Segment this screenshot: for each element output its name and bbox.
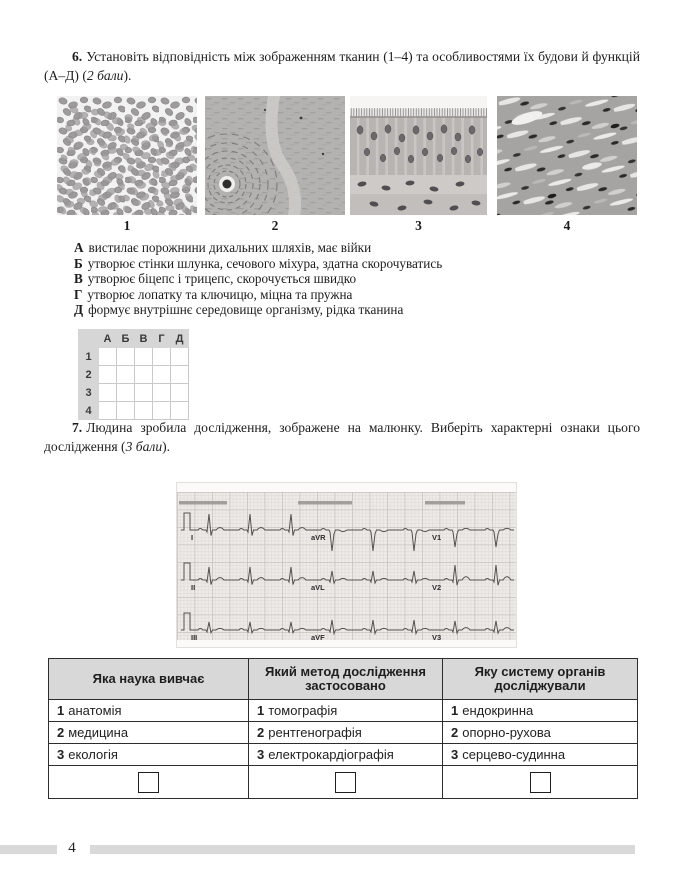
- ecg-lead-V3: V3: [432, 633, 442, 642]
- question-6-body: Установіть відповідність між зображенням тканин (1–4) та особливостями їх будови й функцій (А–Д): [44, 49, 640, 83]
- table-header-method: Який метод дослідження застосовано: [249, 659, 443, 700]
- system-answer-cell: [443, 766, 638, 799]
- ecg-lead-V1: V1: [432, 533, 442, 542]
- answer-grid-cell-4v[interactable]: [135, 402, 153, 420]
- answer-grid-cell-4d[interactable]: [171, 402, 189, 420]
- option-d: [74, 302, 640, 318]
- tissue-caption-2: 2: [271, 218, 279, 233]
- option-a-text: вистилає порожнини дихальних шляхів, має війки: [88, 240, 372, 255]
- answer-grid-col-a: А: [99, 330, 117, 348]
- answer-grid-cell-3b[interactable]: [117, 384, 135, 402]
- answer-grid-cell-4g[interactable]: [153, 402, 171, 420]
- question-7-number: 7.: [72, 420, 83, 435]
- answer-grid-cell-3g[interactable]: [153, 384, 171, 402]
- ecg-lead-aVF: aVF: [311, 633, 325, 642]
- tissue-caption-1: 1: [123, 218, 131, 233]
- ecg-image: [176, 482, 517, 648]
- answer-grid: [78, 329, 189, 420]
- method-option-1: 1 томографія: [249, 700, 443, 722]
- option-a-letter: А: [74, 240, 84, 255]
- question-7-text: [44, 419, 640, 456]
- method-option-2: 2 рентгенографія: [249, 722, 443, 744]
- answer-grid-cell-3d[interactable]: [171, 384, 189, 402]
- page-number: 4: [68, 840, 76, 856]
- answer-grid-cell-2b[interactable]: [117, 366, 135, 384]
- answer-grid-col-g: Г: [153, 330, 171, 348]
- science-option-2: 2 медицина: [49, 722, 249, 744]
- answer-grid-cell-3a[interactable]: [99, 384, 117, 402]
- question-7-points: (3 бали).: [121, 438, 171, 454]
- option-b-text: утворює стінки шлунка, сечового міхура, здатна скорочуватись: [87, 255, 443, 271]
- tissue-caption-4: 4: [563, 218, 571, 233]
- answer-grid-cell-1g[interactable]: [153, 348, 171, 366]
- tissue-image-2-bone: [205, 96, 345, 215]
- answer-grid-row-3: 3: [79, 384, 99, 402]
- question-6-number: 6.: [72, 49, 83, 64]
- question-6-options: [74, 240, 640, 318]
- option-g: [74, 287, 640, 303]
- method-option-3: 3 електрокардіографія: [249, 744, 443, 766]
- tissue-image-1-blood: [57, 96, 197, 215]
- ecg-lead-II: II: [191, 583, 196, 592]
- option-d-text: формує внутрішнє середовище організму, рідка тканина: [88, 302, 404, 318]
- ecg-lead-aVR: aVR: [311, 533, 326, 542]
- answer-grid-cell-1v[interactable]: [135, 348, 153, 366]
- method-answer-checkbox[interactable]: [335, 772, 356, 793]
- question-6-points: (2 бали).: [82, 67, 132, 83]
- option-v-letter: В: [74, 271, 83, 287]
- table-header-system: Яку систему органів досліджували: [443, 659, 638, 700]
- science-option-1: 1 анатомія: [49, 700, 249, 722]
- ecg-lead-aVL: aVL: [311, 583, 325, 592]
- answer-grid-row-2: 2: [79, 366, 99, 384]
- answer-grid-corner: [79, 330, 99, 348]
- answer-grid-cell-1b[interactable]: [117, 348, 135, 366]
- option-a: [74, 240, 640, 256]
- answer-grid-col-v: В: [135, 330, 153, 348]
- answer-grid-row-4: 4: [79, 402, 99, 420]
- science-answer-cell: [49, 766, 249, 799]
- answer-grid-cell-2v[interactable]: [135, 366, 153, 384]
- answer-grid-col-b: Б: [117, 330, 135, 348]
- answer-grid-cell-2d[interactable]: [171, 366, 189, 384]
- option-b: [74, 256, 640, 272]
- science-answer-checkbox[interactable]: [138, 772, 159, 793]
- ecg-lead-V2: V2: [432, 583, 442, 592]
- system-option-3: 3 серцево-судинна: [443, 744, 638, 766]
- question-6-text: [44, 48, 640, 85]
- science-option-3: 3 екологія: [49, 744, 249, 766]
- ecg-lead-I: I: [191, 533, 194, 542]
- tissue-image-3-epithelium: [350, 96, 487, 215]
- answer-grid-cell-2a[interactable]: [99, 366, 117, 384]
- footer-bar-left: [0, 845, 57, 854]
- system-option-1: 1 ендокринна: [443, 700, 638, 722]
- tissue-caption-3: 3: [415, 218, 422, 233]
- answer-grid-col-d: Д: [171, 330, 189, 348]
- system-option-2: 2 опорно-рухова: [443, 722, 638, 744]
- option-v-text: утворює біцепс і трицепс, скорочується швидко: [87, 271, 357, 287]
- answer-grid-cell-3v[interactable]: [135, 384, 153, 402]
- answer-grid-row-1: 1: [79, 348, 99, 366]
- ecg-paper: [177, 492, 516, 640]
- tissue-image-4-muscle: [497, 96, 637, 215]
- option-g-text: утворює лопатку та ключицю, міцна та пружна: [87, 286, 353, 302]
- option-v: [74, 271, 640, 287]
- table-header-science: Яка наука вивчає: [49, 659, 249, 700]
- option-b-letter: Б: [74, 255, 83, 271]
- answer-grid-cell-4a[interactable]: [99, 402, 117, 420]
- system-answer-checkbox[interactable]: [530, 772, 551, 793]
- answer-grid-cell-2g[interactable]: [153, 366, 171, 384]
- question-7-table: [48, 658, 638, 799]
- answer-grid-cell-1d[interactable]: [171, 348, 189, 366]
- option-d-letter: Д: [74, 302, 84, 318]
- answer-grid-cell-1a[interactable]: [99, 348, 117, 366]
- answer-grid-cell-4b[interactable]: [117, 402, 135, 420]
- footer-bar-right: [90, 845, 635, 854]
- ecg-lead-III: III: [191, 633, 198, 642]
- question-7-body: Людина зробила дослідження, зображене на малюнку. Виберіть характерні ознаки цього дослідження: [44, 420, 640, 454]
- option-g-letter: Г: [74, 286, 83, 302]
- method-answer-cell: [249, 766, 443, 799]
